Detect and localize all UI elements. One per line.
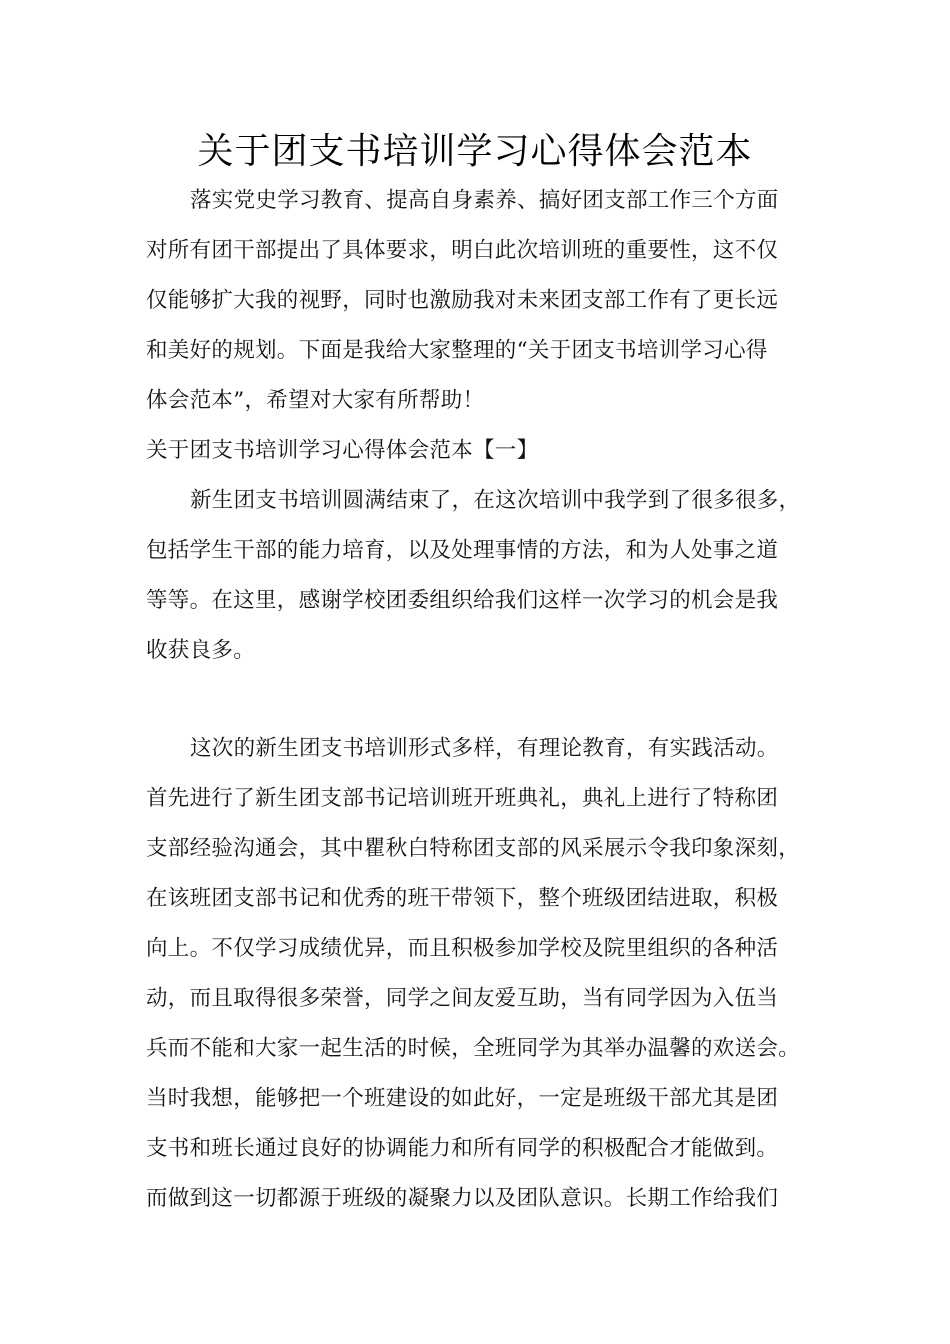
para1-line-1: 新生团支书培训圆满结束了，在这次培训中我学到了很多很多， [190, 488, 801, 513]
para2-line-4: 在该班团支部书记和优秀的班干带领下，整个班级团结进取，积极 [146, 886, 779, 911]
intro-line-3: 仅能够扩大我的视野，同时也激励我对未来团支部工作有了更长远 [146, 288, 779, 313]
intro-line-5: 体会范本”，希望对大家有所帮助！ [146, 388, 485, 413]
para2-line-2: 首先进行了新生团支部书记培训班开班典礼，典礼上进行了特称团 [146, 786, 779, 811]
para2-line-1: 这次的新生团支书培训形式多样，有理论教育，有实践活动。 [190, 736, 779, 761]
para1-line-3: 等等。在这里，感谢学校团委组织给我们这样一次学习的机会是我 [146, 588, 779, 613]
para2-line-6: 动，而且取得很多荣誉，同学之间友爱互助，当有同学因为入伍当 [146, 986, 779, 1011]
para1-line-2: 包括学生干部的能力培育，以及处理事情的方法，和为人处事之道 [146, 538, 779, 563]
intro-line-2: 对所有团干部提出了具体要求，明白此次培训班的重要性，这不仅 [146, 238, 779, 263]
intro-line-4: 和美好的规划。下面是我给大家整理的“关于团支书培训学习心得 [146, 338, 768, 363]
para2-line-10: 而做到这一切都源于班级的凝聚力以及团队意识。长期工作给我们 [146, 1186, 779, 1211]
para2-line-5: 向上。不仅学习成绩优异，而且积极参加学校及院里组织的各种活 [146, 936, 779, 961]
section-heading: 关于团支书培训学习心得体会范本【一】 [146, 438, 539, 463]
intro-line-1: 落实党史学习教育、提高自身素养、搞好团支部工作三个方面 [190, 188, 779, 213]
para2-line-8: 当时我想，能够把一个班建设的如此好，一定是班级干部尤其是团 [146, 1086, 779, 1111]
para2-line-7: 兵而不能和大家一起生活的时候，全班同学为其举办温馨的欢送会。 [146, 1036, 801, 1061]
para1-line-4: 收获良多。 [146, 638, 256, 663]
para2-line-9: 支书和班长通过良好的协调能力和所有同学的积极配合才能做到。 [146, 1136, 779, 1161]
document-title: 关于团支书培训学习心得体会范本 [197, 131, 753, 172]
para2-line-3: 支部经验沟通会，其中瞿秋白特称团支部的风采展示令我印象深刻， [146, 836, 801, 861]
